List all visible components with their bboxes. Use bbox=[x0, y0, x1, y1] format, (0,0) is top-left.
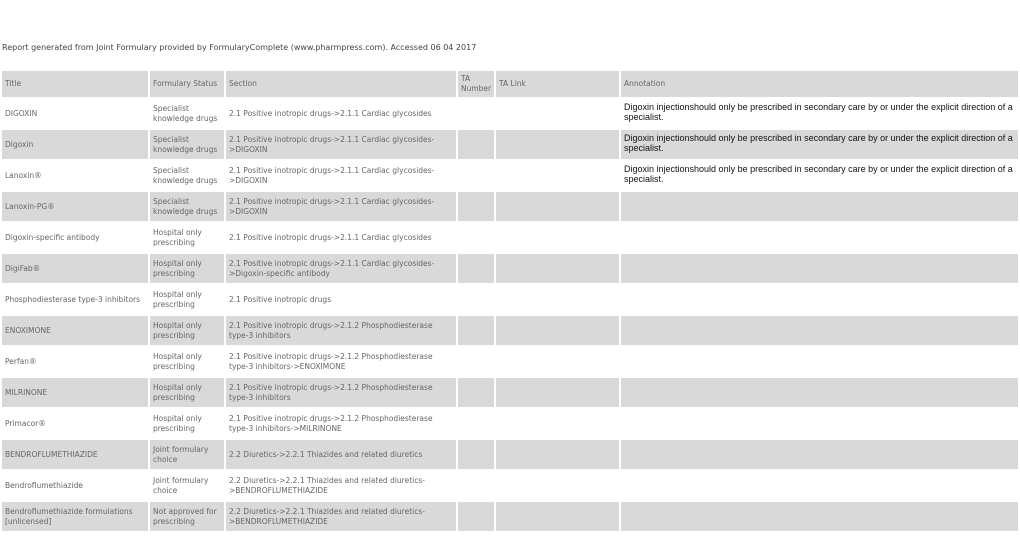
cell-formulary-status: Hospital only prescribing bbox=[153, 413, 202, 433]
cell-annotation: Digoxin injectionshould only be prescribed in secondary care by or under the explicit direction of a specialist. bbox=[621, 130, 1018, 159]
cell-ta-number bbox=[458, 192, 494, 221]
cell-annotation bbox=[621, 316, 1018, 345]
cell-formulary-status: Hospital only prescribing bbox=[150, 378, 224, 407]
cell-title: Digoxin-specific antibody bbox=[5, 232, 100, 242]
column-header-section: Section bbox=[226, 71, 456, 97]
cell-ta-number bbox=[458, 130, 494, 159]
table-row bbox=[2, 502, 1018, 531]
cell-ta-link bbox=[496, 316, 619, 345]
table-row bbox=[2, 254, 1018, 283]
cell-title: ENOXIMONE bbox=[2, 316, 148, 345]
cell-title: Phosphodiesterase type-3 inhibitors bbox=[5, 294, 141, 304]
cell-ta-link bbox=[496, 130, 619, 159]
cell-title: BENDROFLUMETHIAZIDE bbox=[2, 440, 148, 469]
cell-title: Perfan® bbox=[5, 356, 37, 366]
cell-ta-link bbox=[496, 440, 619, 469]
cell-ta-number bbox=[458, 440, 494, 469]
cell-ta-link bbox=[496, 471, 619, 500]
cell-formulary-status: Not approved for prescribing bbox=[150, 502, 224, 531]
cell-section: 2.1 Positive inotropic drugs->2.1.2 Phosphodiesterase type-3 inhibitors->MILRINONE bbox=[229, 413, 433, 433]
formulary-table bbox=[0, 69, 1020, 533]
table-row bbox=[2, 378, 1018, 407]
cell-annotation bbox=[621, 192, 1018, 221]
cell-ta-number bbox=[458, 502, 494, 531]
cell-annotation bbox=[621, 378, 1018, 407]
cell-section: 2.1 Positive inotropic drugs->2.1.1 Cardiac glycosides->DIGOXIN bbox=[226, 192, 456, 221]
cell-annotation: Digoxin injectionshould only be prescribed in secondary care by or under the explicit direction of a specialist. bbox=[624, 102, 1013, 122]
cell-ta-number bbox=[458, 409, 494, 438]
cell-ta-link bbox=[496, 161, 619, 190]
cell-title: DIGOXIN bbox=[5, 108, 38, 118]
cell-ta-link bbox=[496, 254, 619, 283]
cell-title: MILRINONE bbox=[2, 378, 148, 407]
table-row bbox=[2, 161, 1018, 190]
report-generated-line: Report generated from Joint Formulary provided by FormularyComplete (www.pharmpress.com). Accessed 06 04 2017 bbox=[2, 43, 477, 52]
cell-section: 2.1 Positive inotropic drugs bbox=[229, 294, 332, 304]
table-row bbox=[2, 440, 1018, 469]
cell-annotation bbox=[621, 502, 1018, 531]
cell-title: Bendroflumethiazide formulations [unlicensed] bbox=[2, 502, 148, 531]
cell-section: 2.1 Positive inotropic drugs->2.1.1 Cardiac glycosides->DIGOXIN bbox=[226, 130, 456, 159]
cell-ta-number bbox=[458, 471, 494, 500]
cell-ta-number bbox=[458, 99, 494, 128]
cell-ta-number bbox=[458, 347, 494, 376]
cell-ta-link bbox=[496, 192, 619, 221]
table-row bbox=[2, 99, 1018, 128]
cell-ta-number bbox=[458, 223, 494, 252]
cell-section: 2.1 Positive inotropic drugs->2.1.1 Cardiac glycosides bbox=[229, 108, 432, 118]
cell-annotation bbox=[621, 254, 1018, 283]
cell-section: 2.1 Positive inotropic drugs->2.1.1 Cardiac glycosides bbox=[229, 232, 432, 242]
cell-title: Primacor® bbox=[5, 418, 46, 428]
cell-annotation bbox=[621, 285, 1018, 314]
cell-ta-link bbox=[496, 285, 619, 314]
cell-section: 2.2 Diuretics->2.2.1 Thiazides and related diuretics->BENDROFLUMETHIAZIDE bbox=[226, 502, 456, 531]
cell-ta-link bbox=[496, 347, 619, 376]
cell-formulary-status: Specialist knowledge drugs bbox=[153, 103, 218, 123]
column-header-ta-number: TA Number bbox=[458, 71, 494, 97]
table-row bbox=[2, 409, 1018, 438]
cell-formulary-status: Hospital only prescribing bbox=[153, 227, 202, 247]
cell-section: 2.1 Positive inotropic drugs->2.1.1 Cardiac glycosides->Digoxin-specific antibody bbox=[226, 254, 456, 283]
cell-formulary-status: Specialist knowledge drugs bbox=[150, 130, 224, 159]
cell-ta-number bbox=[458, 285, 494, 314]
column-header-ta-link: TA Link bbox=[496, 71, 619, 97]
cell-formulary-status: Specialist knowledge drugs bbox=[153, 165, 218, 185]
cell-formulary-status: Hospital only prescribing bbox=[150, 316, 224, 345]
cell-title: Digoxin bbox=[2, 130, 148, 159]
cell-formulary-status: Hospital only prescribing bbox=[153, 289, 202, 309]
cell-section: 2.1 Positive inotropic drugs->2.1.2 Phosphodiesterase type-3 inhibitors bbox=[226, 316, 456, 345]
cell-section: 2.2 Diuretics->2.2.1 Thiazides and related diuretics->BENDROFLUMETHIAZIDE bbox=[229, 475, 425, 495]
cell-ta-link bbox=[496, 378, 619, 407]
cell-title: Lanoxin® bbox=[5, 170, 42, 180]
cell-formulary-status: Joint formulary choice bbox=[150, 440, 224, 469]
table-row bbox=[2, 471, 1018, 500]
cell-formulary-status: Hospital only prescribing bbox=[150, 254, 224, 283]
cell-ta-link bbox=[496, 223, 619, 252]
cell-section: 2.1 Positive inotropic drugs->2.1.1 Cardiac glycosides->DIGOXIN bbox=[229, 165, 435, 185]
cell-annotation bbox=[621, 347, 1018, 376]
cell-ta-number bbox=[458, 316, 494, 345]
table-header-row bbox=[2, 71, 1018, 97]
cell-annotation: Digoxin injectionshould only be prescribed in secondary care by or under the explicit direction of a specialist. bbox=[624, 164, 1013, 184]
cell-title: Lanoxin-PG® bbox=[2, 192, 148, 221]
cell-ta-link bbox=[496, 409, 619, 438]
cell-annotation bbox=[621, 409, 1018, 438]
cell-annotation bbox=[621, 440, 1018, 469]
table-row bbox=[2, 316, 1018, 345]
column-header-annotation: Annotation bbox=[621, 71, 1018, 97]
cell-ta-link bbox=[496, 99, 619, 128]
cell-ta-number bbox=[458, 254, 494, 283]
cell-ta-number bbox=[458, 378, 494, 407]
cell-formulary-status: Specialist knowledge drugs bbox=[150, 192, 224, 221]
column-header-title: Title bbox=[2, 71, 148, 97]
cell-annotation bbox=[621, 471, 1018, 500]
cell-ta-link bbox=[496, 502, 619, 531]
cell-section: 2.1 Positive inotropic drugs->2.1.2 Phosphodiesterase type-3 inhibitors bbox=[226, 378, 456, 407]
table-row bbox=[2, 223, 1018, 252]
cell-title: Bendroflumethiazide bbox=[5, 480, 83, 490]
table-row bbox=[2, 192, 1018, 221]
cell-section: 2.2 Diuretics->2.2.1 Thiazides and related diuretics bbox=[226, 440, 456, 469]
cell-annotation bbox=[621, 223, 1018, 252]
table-row bbox=[2, 130, 1018, 159]
table-row bbox=[2, 285, 1018, 314]
column-header-formulary-status: Formulary Status bbox=[150, 71, 224, 97]
cell-formulary-status: Joint formulary choice bbox=[153, 475, 209, 495]
cell-section: 2.1 Positive inotropic drugs->2.1.2 Phosphodiesterase type-3 inhibitors->ENOXIMONE bbox=[229, 351, 433, 371]
table-row bbox=[2, 347, 1018, 376]
cell-formulary-status: Hospital only prescribing bbox=[153, 351, 202, 371]
cell-title: DigiFab® bbox=[2, 254, 148, 283]
cell-ta-number bbox=[458, 161, 494, 190]
